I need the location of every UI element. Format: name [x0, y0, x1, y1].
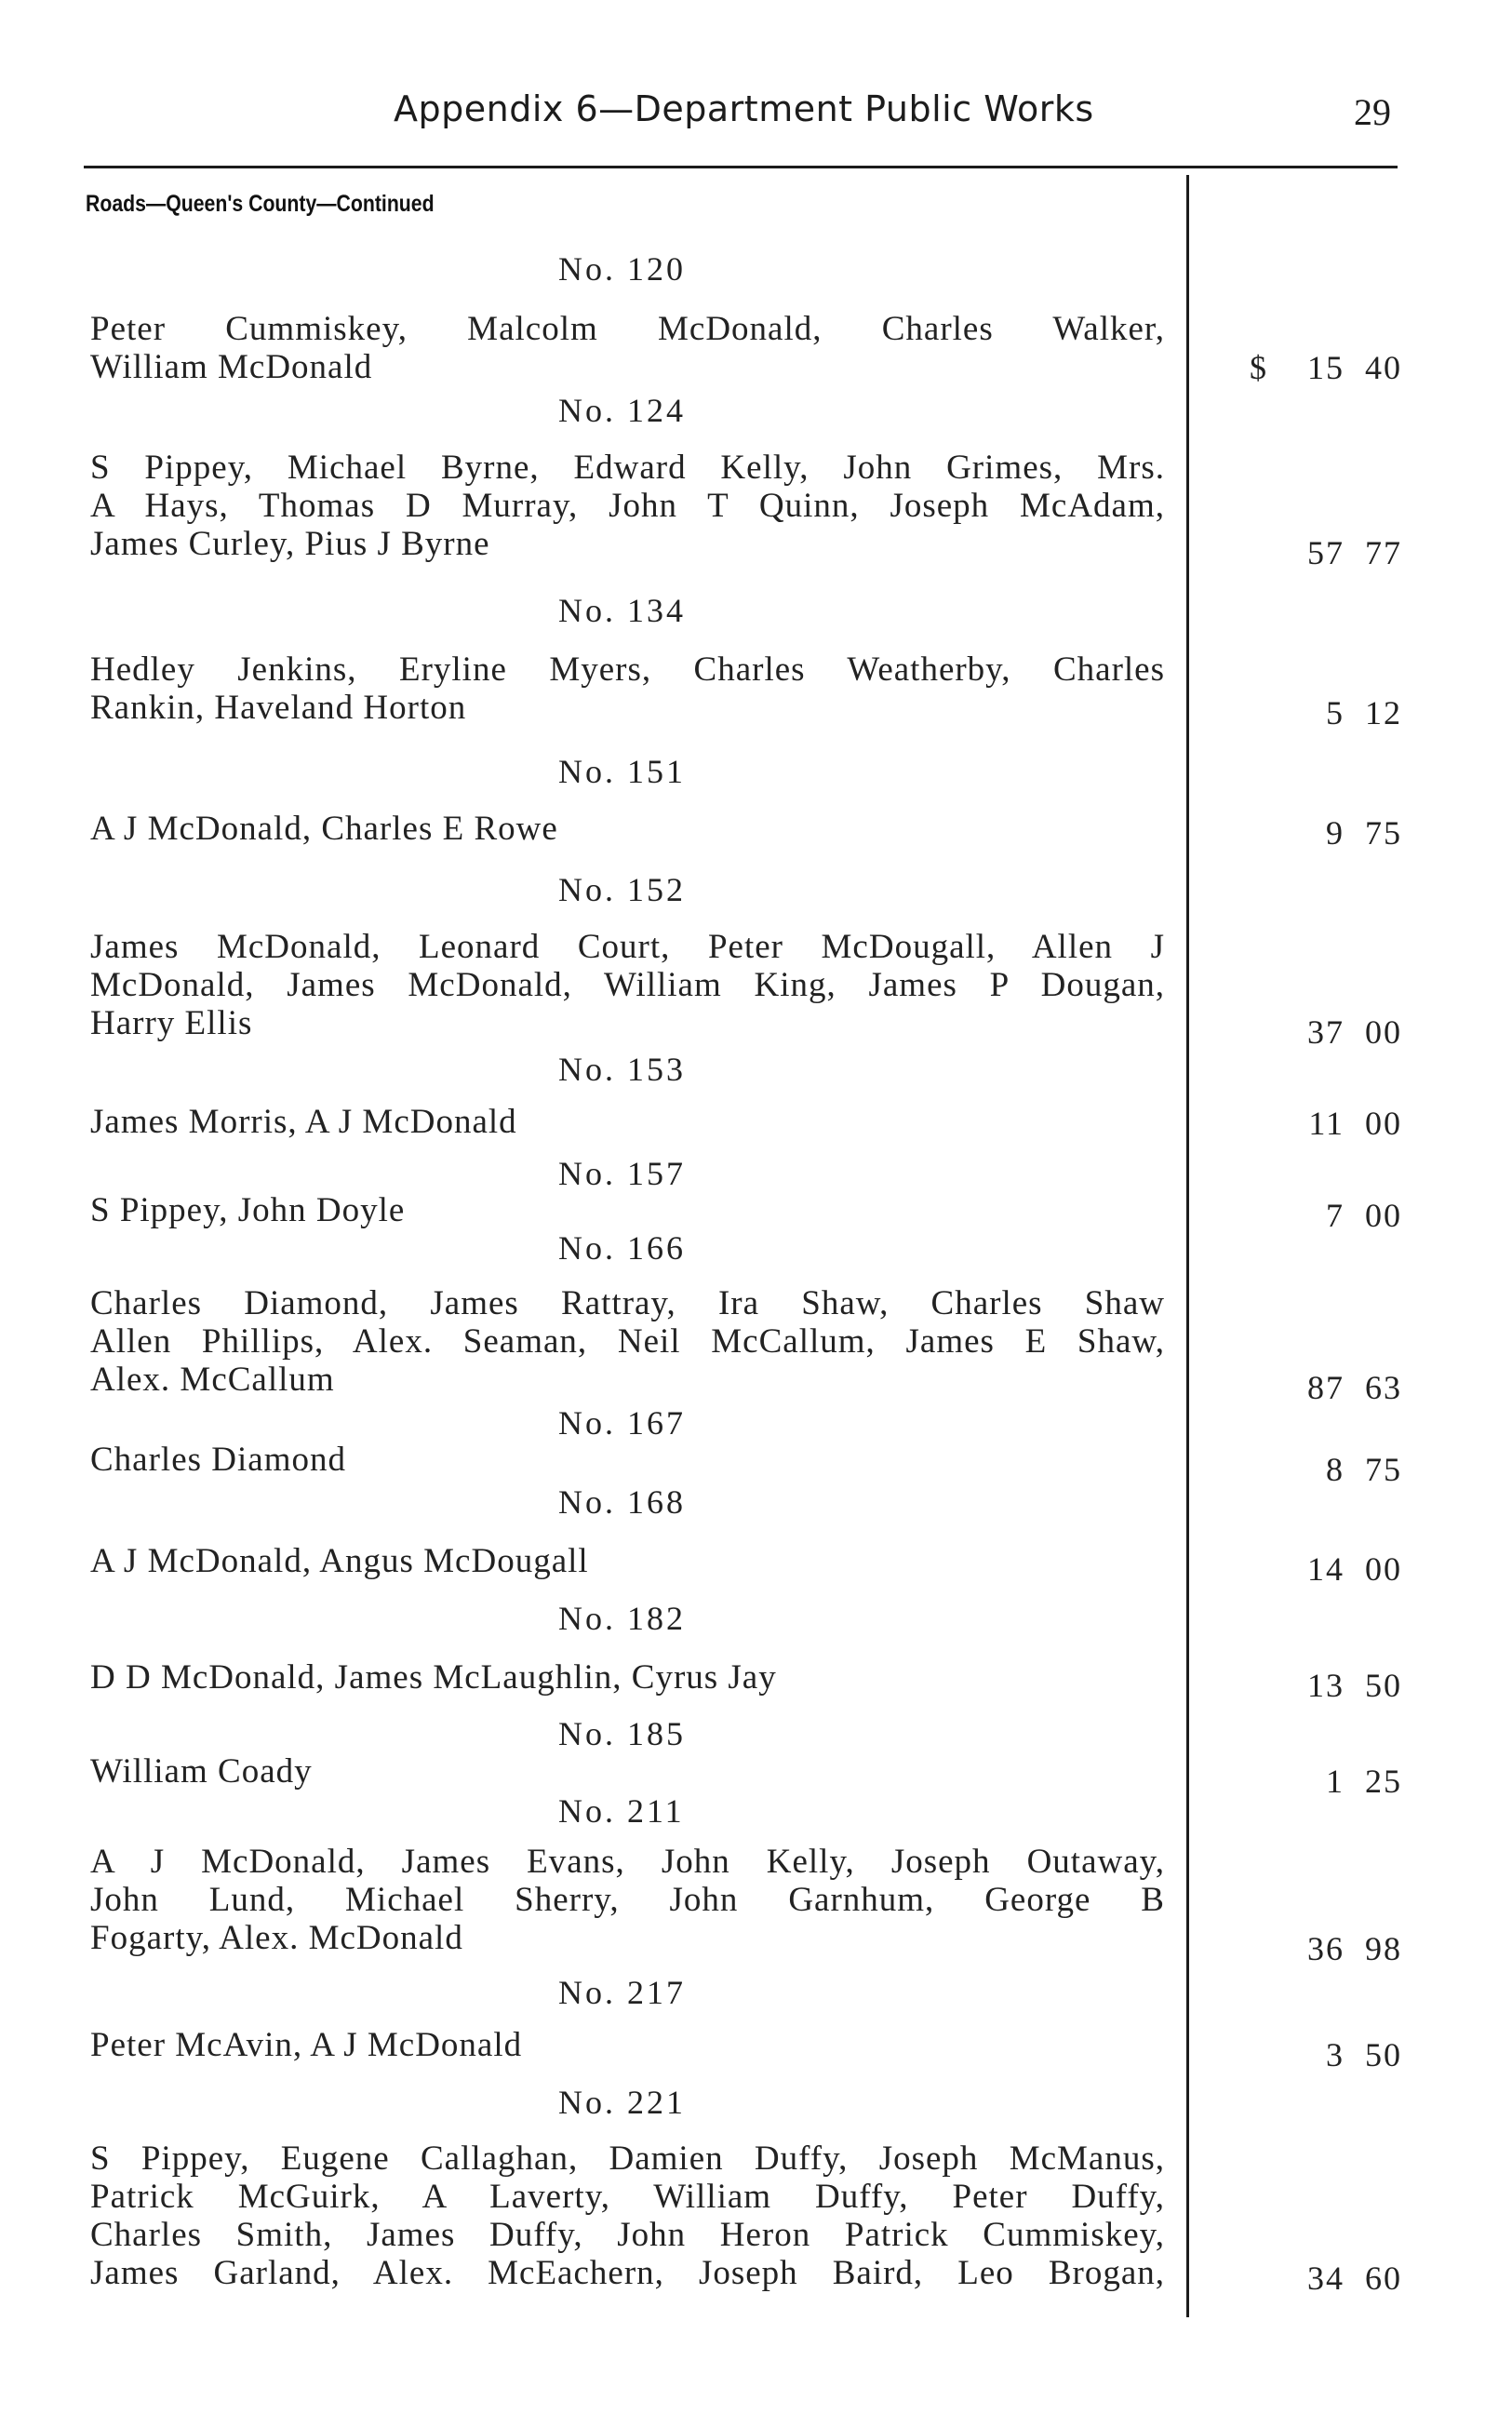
amount-dollars: 9 — [1326, 814, 1345, 852]
entry-number: No. 185 — [558, 1715, 686, 1752]
entry-amount — [1307, 1666, 1402, 1705]
entry-amount — [1250, 348, 1402, 387]
amount-cents: 77 — [1365, 534, 1402, 571]
entry-amount — [1326, 1762, 1402, 1801]
entry-amount — [1307, 1013, 1402, 1052]
entry-names — [90, 1843, 1165, 1957]
entry-names-line: Charles Diamond, James Rattray, Ira Shaw, Charles Shaw — [90, 1284, 1165, 1322]
entry-names — [90, 1284, 1165, 1399]
amount-cents: 00 — [1365, 1550, 1402, 1588]
entry-amount — [1326, 1450, 1402, 1489]
entry-names-line: A J McDonald, Angus McDougall — [90, 1542, 589, 1580]
entry-names-line: A J McDonald, James Evans, John Kelly, Joseph Outaway, — [90, 1843, 1165, 1881]
amount-dollars: 7 — [1326, 1197, 1345, 1234]
amount-cents: 75 — [1365, 1451, 1402, 1488]
amount-cents: 40 — [1365, 349, 1402, 386]
entry-names — [90, 1752, 1165, 1791]
entry-names — [90, 310, 1165, 386]
amount-dollars: 36 — [1307, 1930, 1345, 1967]
entry-names-line: D D McDonald, James McLaughlin, Cyrus Jay — [90, 1658, 777, 1697]
entry-names — [90, 1191, 1165, 1229]
amount-cents: 00 — [1365, 1105, 1402, 1142]
entry-names-line: S Pippey, Michael Byrne, Edward Kelly, John Grimes, Mrs. — [90, 449, 1165, 487]
section-heading: Roads—Queen's County—Continued — [86, 191, 435, 217]
entry-number: No. 167 — [558, 1404, 686, 1442]
entry-names-line: James Garland, Alex. McEachern, Joseph Baird, Leo Brogan, — [90, 2254, 1165, 2292]
header-rule — [84, 166, 1398, 168]
entry-names-line: William Coady — [90, 1752, 313, 1791]
entry-names-line: Peter McAvin, A J McDonald — [90, 2026, 523, 2064]
entry-names-line: James Morris, A J McDonald — [90, 1103, 517, 1141]
entry-names-line: Alex. McCallum — [90, 1361, 335, 1399]
entry-names-line: Charles Diamond — [90, 1441, 346, 1479]
entry-amount — [1307, 1929, 1402, 1968]
amount-dollars: 37 — [1307, 1013, 1345, 1051]
entry-names-line: John Lund, Michael Sherry, John Garnhum, George B — [90, 1881, 1165, 1919]
amount-dollars: 15 — [1307, 349, 1345, 386]
amount-dollars: 34 — [1307, 2260, 1345, 2297]
entry-amount — [1307, 2259, 1402, 2298]
amount-cents: 75 — [1365, 814, 1402, 852]
entry-names-line: Peter Cummiskey, Malcolm McDonald, Charles Walker, — [90, 310, 1165, 348]
amount-column-rule — [1186, 175, 1189, 2317]
amount-dollars: 8 — [1326, 1451, 1345, 1488]
entry-number: No. 124 — [558, 392, 686, 429]
entry-amount — [1326, 2035, 1402, 2074]
entry-number: No. 152 — [558, 871, 686, 908]
entry-names — [90, 1103, 1165, 1141]
amount-cents: 00 — [1365, 1197, 1402, 1234]
entry-names-line: William McDonald — [90, 348, 373, 386]
entry-amount — [1307, 1549, 1402, 1589]
entry-names-line: Fogarty, Alex. McDonald — [90, 1919, 463, 1957]
entry-number: No. 168 — [558, 1483, 686, 1521]
entry-names-line: A J McDonald, Charles E Rowe — [90, 810, 558, 848]
amount-dollars: 11 — [1308, 1105, 1345, 1142]
entry-names-line: McDonald, James McDonald, William King, James P Dougan, — [90, 966, 1165, 1004]
entry-names-line: Charles Smith, James Duffy, John Heron Patrick Cummiskey, — [90, 2216, 1165, 2254]
entry-names-line: James Curley, Pius J Byrne — [90, 525, 490, 563]
amount-dollars: 14 — [1307, 1550, 1345, 1588]
entry-amount — [1326, 1196, 1402, 1235]
entry-number: No. 217 — [558, 1974, 686, 2011]
entry-number: No. 157 — [558, 1155, 686, 1192]
entry-names — [90, 810, 1165, 848]
entry-amount — [1326, 693, 1402, 732]
entry-number: No. 134 — [558, 592, 686, 629]
amount-dollars: 3 — [1326, 2036, 1345, 2073]
entry-names-line: Patrick McGuirk, A Laverty, William Duffy, Peter Duffy, — [90, 2178, 1165, 2216]
amount-cents: 25 — [1365, 1763, 1402, 1800]
entry-amount — [1307, 533, 1402, 572]
entry-names-line: S Pippey, John Doyle — [90, 1191, 406, 1229]
dollar-sign: $ — [1250, 349, 1268, 386]
amount-dollars: 13 — [1307, 1667, 1345, 1704]
entry-number: No. 153 — [558, 1051, 686, 1088]
page-number: 29 — [1354, 91, 1391, 133]
entry-number: No. 120 — [558, 250, 686, 288]
entry-names — [90, 1441, 1165, 1479]
entry-names — [90, 1658, 1165, 1697]
entry-amount — [1326, 813, 1402, 852]
entry-names — [90, 651, 1165, 727]
amount-dollars: 1 — [1326, 1763, 1345, 1800]
entry-amount — [1308, 1104, 1402, 1143]
amount-cents: 50 — [1365, 1667, 1402, 1704]
entry-names-line: S Pippey, Eugene Callaghan, Damien Duffy, Joseph McManus, — [90, 2140, 1165, 2178]
entry-names — [90, 1542, 1165, 1580]
amount-cents: 98 — [1365, 1930, 1402, 1967]
entry-names-line: Allen Phillips, Alex. Seaman, Neil McCallum, James E Shaw, — [90, 1322, 1165, 1361]
entry-names-line: A Hays, Thomas D Murray, John T Quinn, Joseph McAdam, — [90, 487, 1165, 525]
amount-dollars: 87 — [1307, 1369, 1345, 1406]
entry-number: No. 151 — [558, 753, 686, 790]
entry-names-line: Rankin, Haveland Horton — [90, 689, 467, 727]
entry-names — [90, 2140, 1165, 2292]
entry-names-line: James McDonald, Leonard Court, Peter McDougall, Allen J — [90, 928, 1165, 966]
entry-names — [90, 449, 1165, 563]
entry-names-line: Harry Ellis — [90, 1004, 253, 1042]
entry-names-line: Hedley Jenkins, Eryline Myers, Charles Weatherby, Charles — [90, 651, 1165, 689]
amount-cents: 63 — [1365, 1369, 1402, 1406]
running-head: Appendix 6—Department Public Works — [394, 88, 1094, 129]
amount-cents: 60 — [1365, 2260, 1402, 2297]
entry-number: No. 166 — [558, 1229, 686, 1267]
amount-dollars: 57 — [1307, 534, 1345, 571]
amount-dollars: 5 — [1326, 694, 1345, 731]
entry-number: No. 211 — [558, 1792, 685, 1830]
amount-cents: 12 — [1365, 694, 1402, 731]
entry-number: No. 221 — [558, 2084, 686, 2121]
entry-number: No. 182 — [558, 1600, 686, 1637]
entry-amount — [1307, 1368, 1402, 1407]
amount-cents: 50 — [1365, 2036, 1402, 2073]
entry-names — [90, 928, 1165, 1042]
entry-names — [90, 2026, 1165, 2064]
amount-cents: 00 — [1365, 1013, 1402, 1051]
